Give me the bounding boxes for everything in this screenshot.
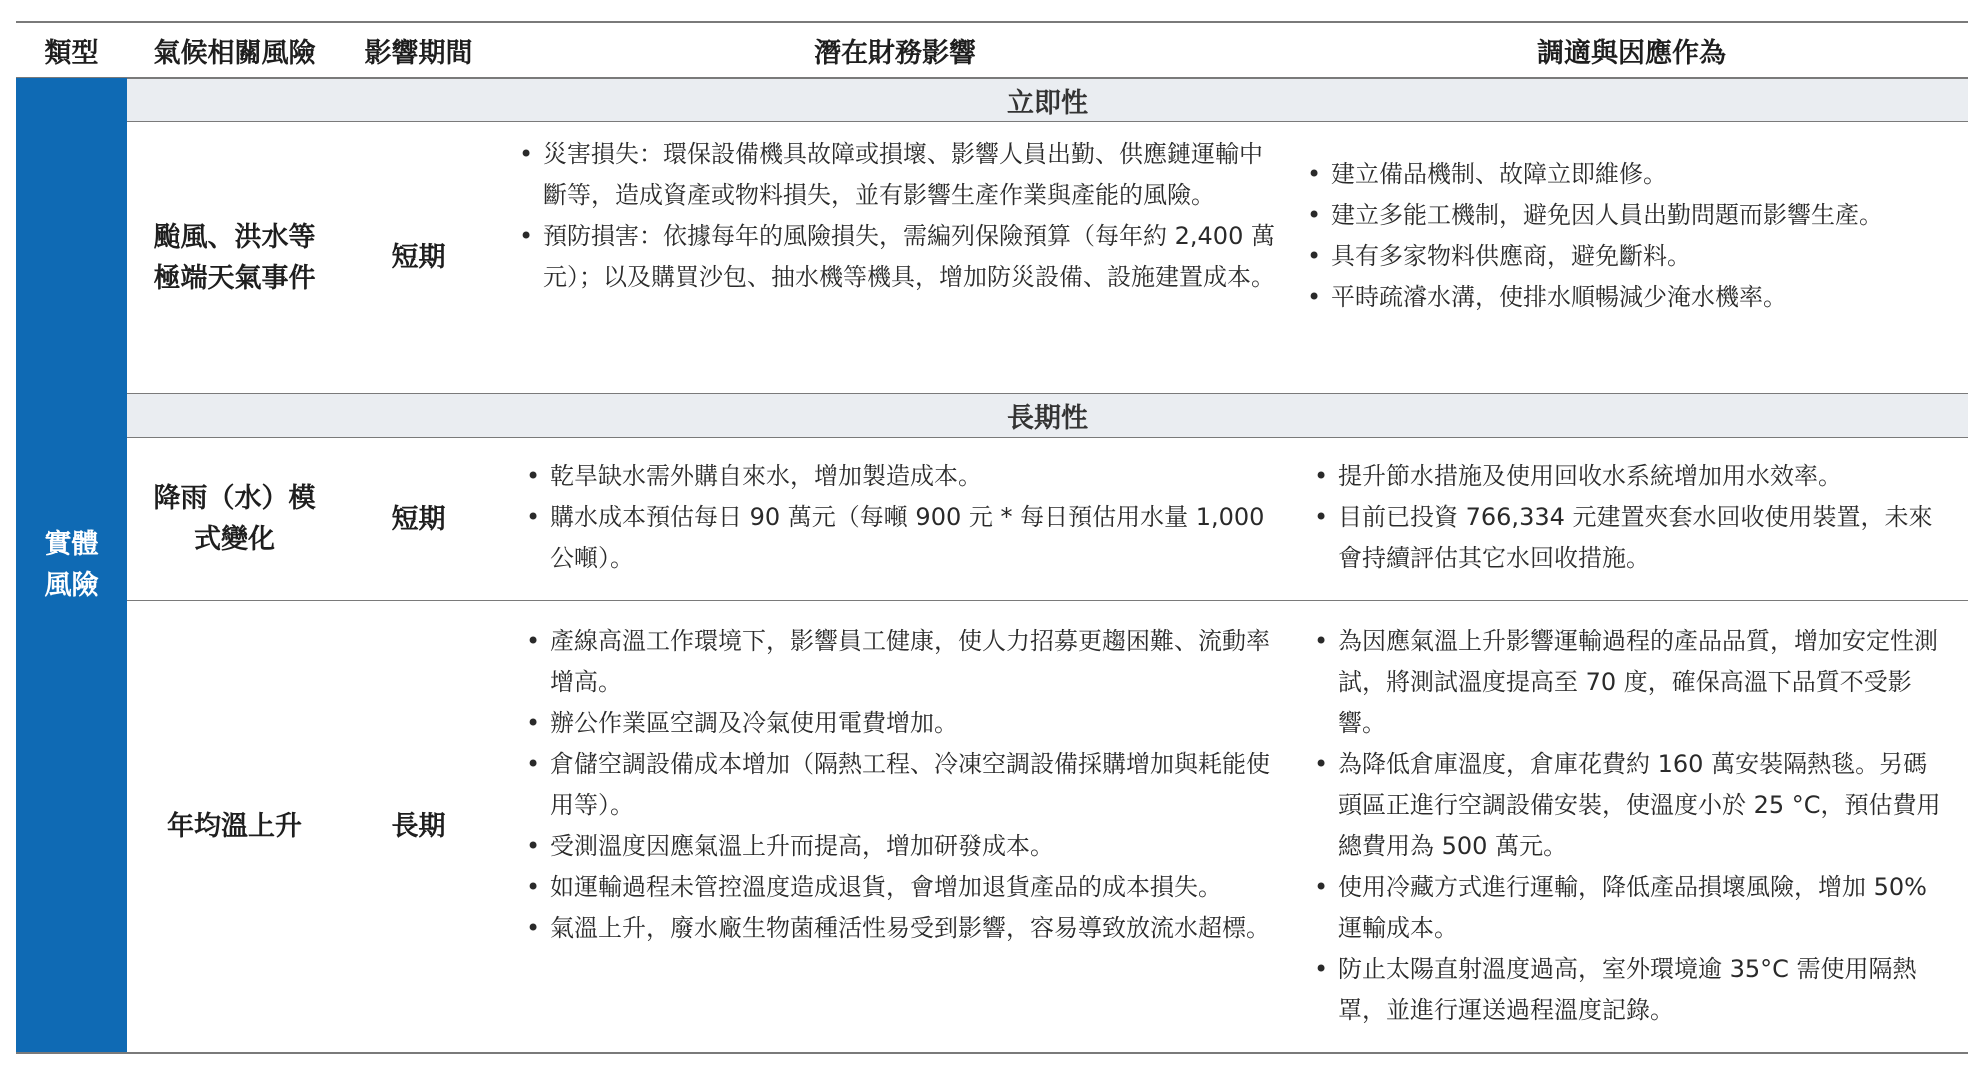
category-label	[42, 524, 102, 606]
list-item	[1303, 195, 1943, 236]
bullet-icon: •	[1307, 242, 1322, 270]
list-item-text: 建立備品機制、故障立即維修。	[1331, 160, 1667, 188]
list-item-text: 產線高溫工作環境下，影響員工健康，使人力招募更趨困難、流動率增高。	[550, 627, 1270, 696]
header-adaptation: 調適與因應作為	[1537, 37, 1726, 69]
list-item-text: 為降低倉庫溫度，倉庫花費約 160 萬安裝隔熱毯。另碼頭區正進行空調設備安裝，使溫度小於 25 °C，預估費用總費用為 500 萬元。	[1338, 750, 1941, 860]
list-item-text: 提升節水措施及使用回收水系統增加用水效率。	[1338, 462, 1842, 490]
list-item-text: 如運輸過程未管控溫度造成退貨，會增加退貨產品的成本損失。	[550, 873, 1222, 901]
risk-line2: 式變化	[194, 524, 275, 555]
bullet-icon: •	[526, 914, 541, 942]
bullet-icon: •	[526, 627, 541, 655]
list-item	[522, 867, 1277, 908]
list-item-text: 倉儲空調設備成本增加（隔熱工程、冷凍空調設備採購增加與耗能使用等）。	[550, 750, 1270, 819]
list-item-text: 具有多家物料供應商，避免斷料。	[1331, 242, 1691, 270]
table-bottom-rule	[16, 1052, 1968, 1054]
header-financial: 潛在財務影響	[814, 37, 976, 69]
list-item-text: 目前已投資 766,334 元建置夾套水回收使用裝置，未來會持續評估其它水回收措施。	[1338, 503, 1933, 572]
bullet-icon: •	[526, 709, 541, 737]
header-type: 類型	[44, 37, 99, 69]
list-item	[522, 826, 1277, 867]
list-item	[522, 621, 1277, 703]
section-band-acute: 立即性	[127, 79, 1968, 121]
header-period: 影響期間	[364, 37, 473, 69]
list-item	[1303, 277, 1943, 318]
period-cell: 長期	[391, 811, 446, 842]
list-item	[1310, 867, 1950, 949]
bullet-icon: •	[526, 503, 541, 531]
adaptation-list	[1310, 621, 1950, 1031]
adaptation-list	[1310, 456, 1950, 579]
list-item-text: 氣溫上升，廢水廠生物菌種活性易受到影響，容易導致放流水超標。	[550, 914, 1270, 942]
risk-line2: 極端天氣事件	[153, 262, 316, 294]
list-item	[522, 744, 1277, 826]
list-item	[515, 216, 1280, 298]
bullet-icon: •	[519, 222, 534, 250]
bullet-icon: •	[1314, 627, 1329, 655]
section-band-chronic: 長期性	[127, 394, 1968, 437]
financial-impact-list	[515, 134, 1280, 298]
bullet-icon: •	[1314, 873, 1329, 901]
risk-line1: 降雨（水）模	[153, 483, 316, 514]
period-cell: 短期	[391, 242, 446, 273]
category-label-line2: 風險	[44, 570, 99, 601]
list-item-text: 建立多能工機制，避免因人員出勤問題而影響生產。	[1331, 201, 1883, 229]
risk-line1: 颱風、洪水等	[153, 221, 316, 253]
list-item-text: 為因應氣溫上升影響運輸過程的產品品質，增加安定性測試，將測試溫度提高至 70 度，確保高溫下品質不受影響。	[1338, 627, 1938, 737]
risk-cell: 年均溫上升	[167, 811, 302, 842]
list-item	[1310, 621, 1950, 744]
bullet-icon: •	[526, 832, 541, 860]
risk-cell	[127, 438, 342, 600]
list-item	[522, 703, 1277, 744]
financial-impact-list	[522, 621, 1277, 949]
bullet-icon: •	[526, 750, 541, 778]
list-item-text: 預防損害：依據每年的風險損失，需編列保險預算（每年約 2,400 萬元）；以及購買沙包、抽水機等機具，增加防災設備、設施建置成本。	[543, 222, 1275, 291]
list-item	[1310, 497, 1950, 579]
category-physical-risk	[16, 78, 127, 1052]
list-item	[1303, 236, 1943, 277]
list-item	[1303, 154, 1943, 195]
financial-impact-list	[522, 456, 1277, 579]
bullet-icon: •	[1307, 201, 1322, 229]
list-item-text: 平時疏濬水溝，使排水順暢減少淹水機率。	[1331, 283, 1787, 311]
bullet-icon: •	[1314, 955, 1329, 983]
header-risk: 氣候相關風險	[153, 37, 316, 69]
bullet-icon: •	[1314, 503, 1329, 531]
list-item	[1310, 949, 1950, 1031]
list-item-text: 乾旱缺水需外購自來水，增加製造成本。	[550, 462, 982, 490]
list-item-text: 防止太陽直射溫度過高，室外環境逾 35°C 需使用隔熱罩，並進行運送過程溫度記錄。	[1338, 955, 1917, 1024]
list-item	[1310, 456, 1950, 497]
list-item	[1310, 744, 1950, 867]
bullet-icon: •	[519, 140, 534, 168]
bullet-icon: •	[526, 873, 541, 901]
list-item	[522, 908, 1277, 949]
list-item-text: 使用冷藏方式進行運輸，降低產品損壞風險，增加 50% 運輸成本。	[1338, 873, 1927, 942]
period-cell: 短期	[391, 503, 446, 535]
adaptation-list	[1303, 154, 1943, 318]
bullet-icon: •	[1314, 750, 1329, 778]
bullet-icon: •	[1307, 160, 1322, 188]
bullet-icon: •	[1314, 462, 1329, 490]
list-item	[522, 497, 1277, 579]
list-item-text: 受測溫度因應氣溫上升而提高，增加研發成本。	[550, 832, 1054, 860]
list-item-text: 購水成本預估每日 90 萬元（每噸 900 元 * 每日預估用水量 1,000 公噸）。	[550, 503, 1265, 572]
list-item-text: 災害損失：環保設備機具故障或損壞、影響人員出勤、供應鏈運輸中斷等，造成資產或物料損失，並有影響生產作業與產能的風險。	[543, 140, 1263, 209]
list-item	[522, 456, 1277, 497]
risk-cell	[127, 122, 342, 393]
bullet-icon: •	[526, 462, 541, 490]
list-item	[515, 134, 1280, 216]
bullet-icon: •	[1307, 283, 1322, 311]
list-item-text: 辦公作業區空調及冷氣使用電費增加。	[550, 709, 958, 737]
category-label-line1: 實體	[44, 529, 99, 560]
